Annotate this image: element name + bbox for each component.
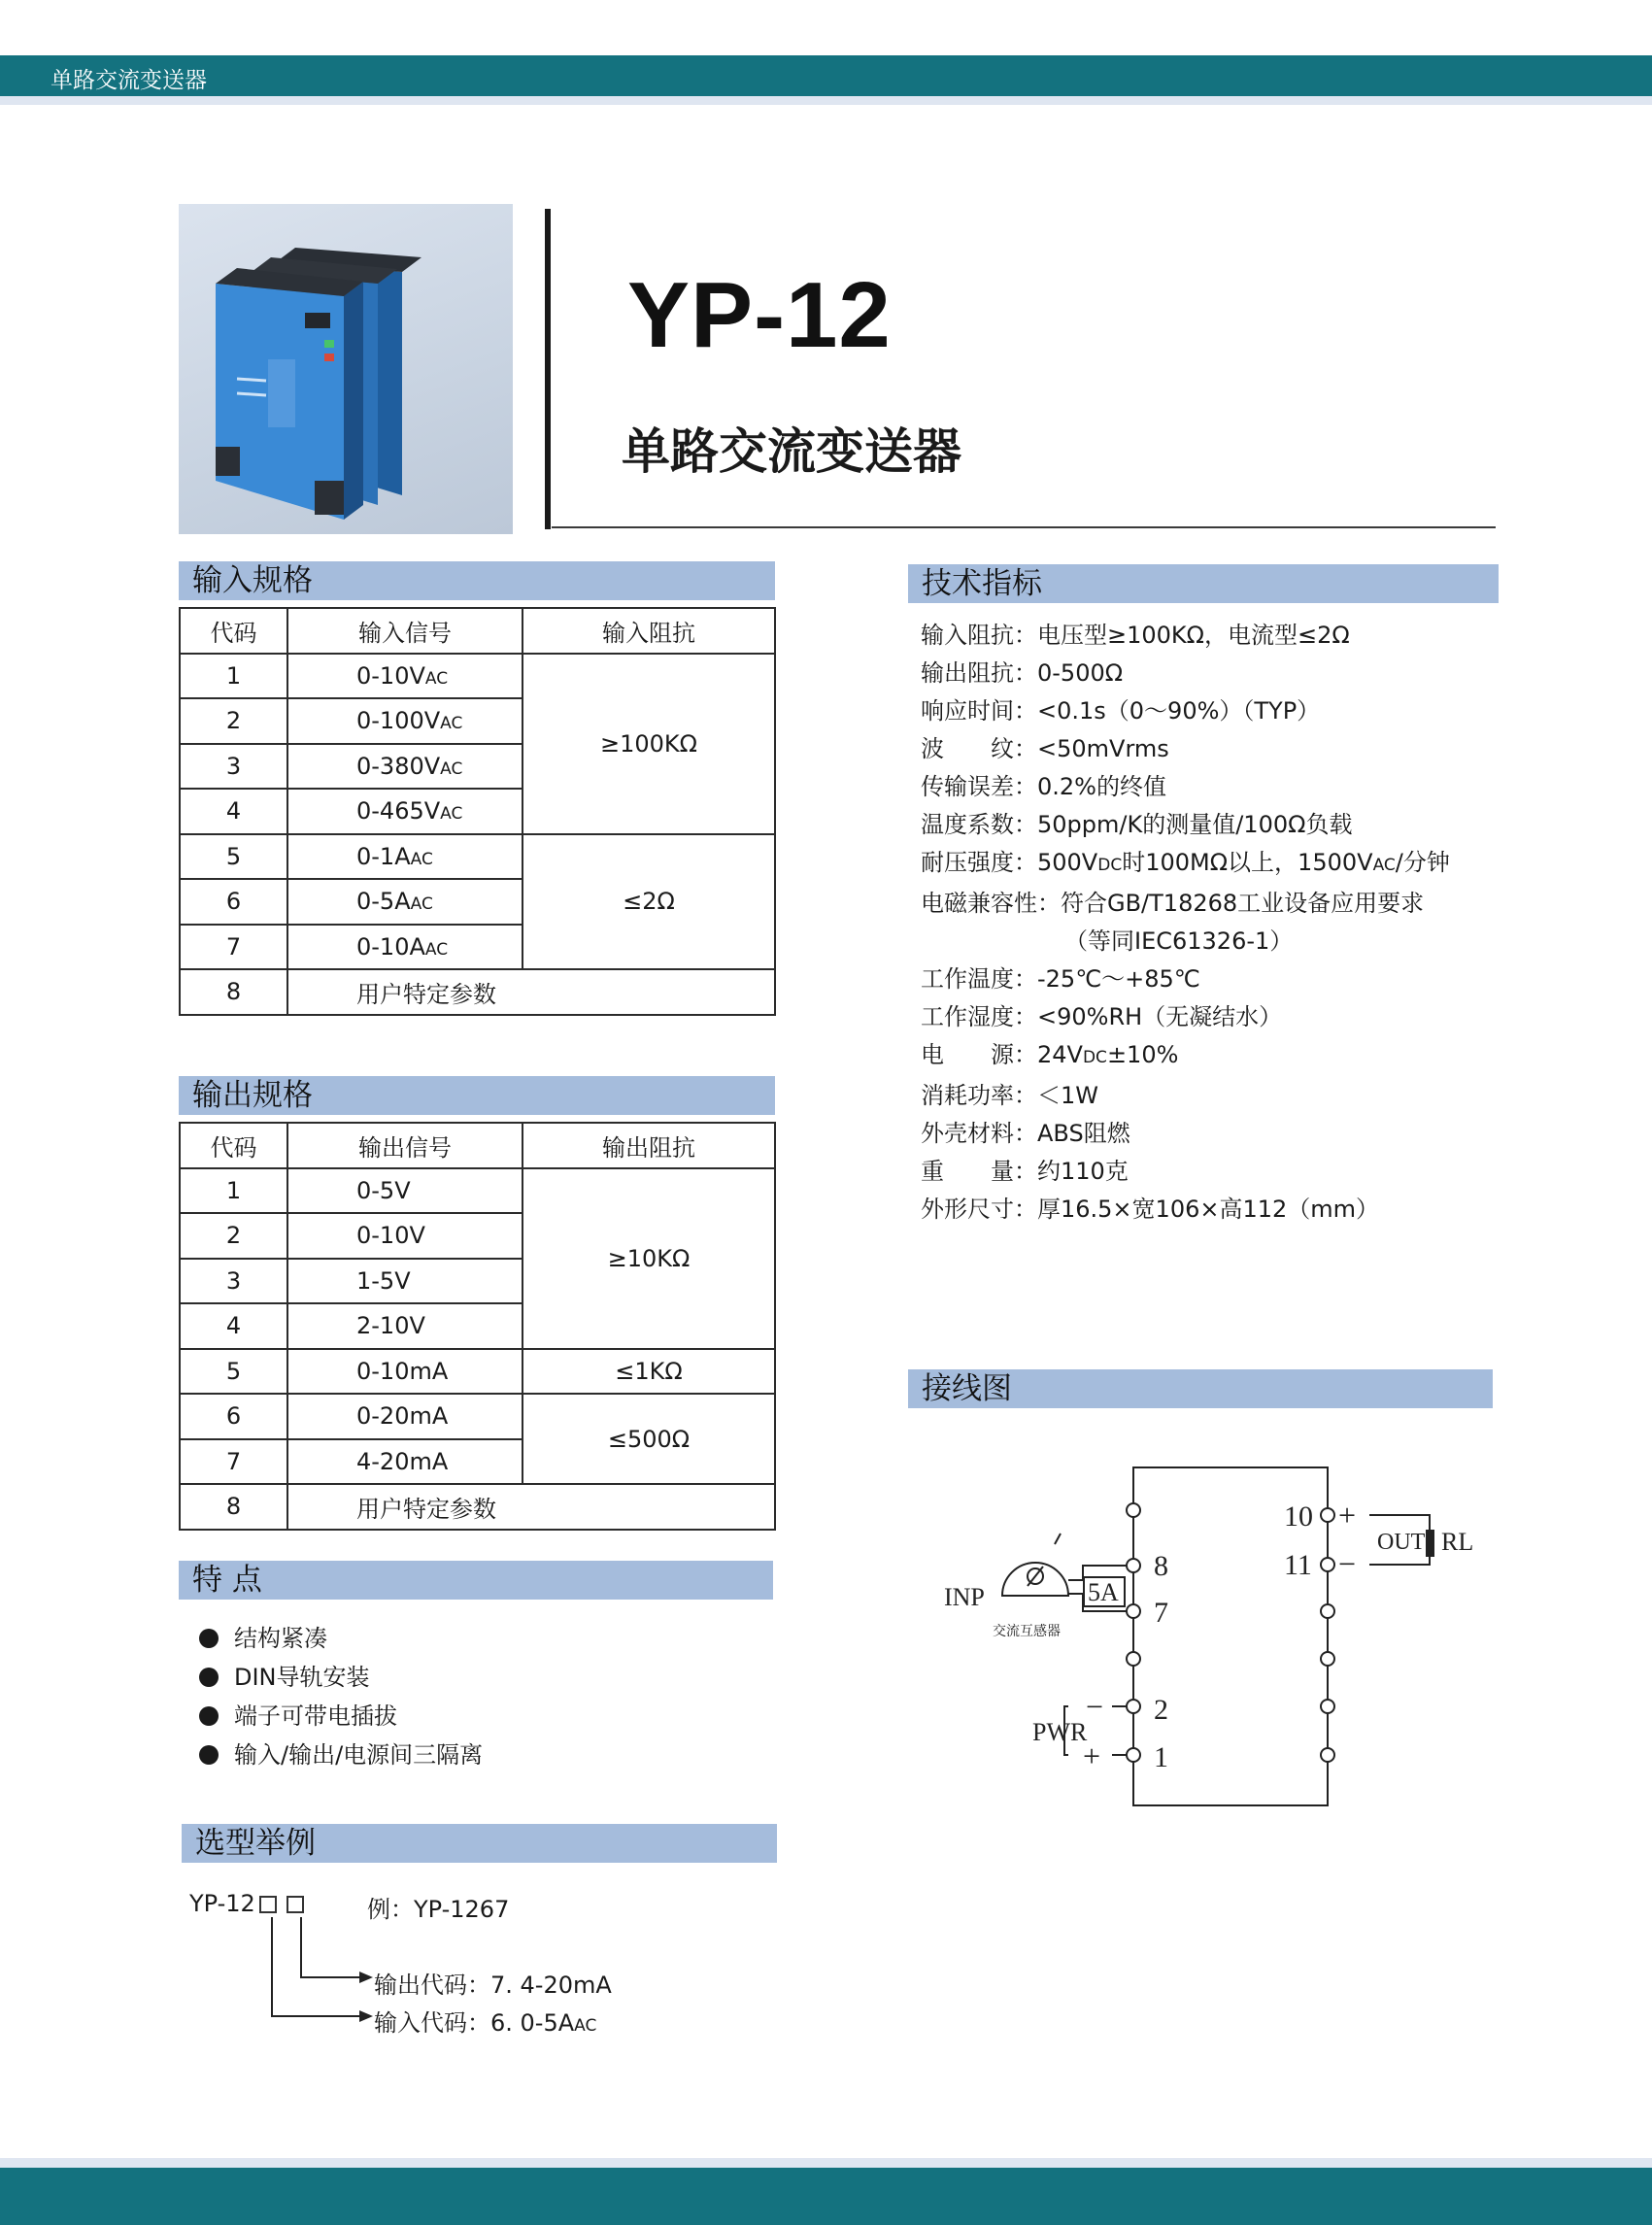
impedance-10ma: ≤1KΩ xyxy=(523,1349,775,1395)
table-row xyxy=(180,834,775,880)
out-minus-sign: − xyxy=(1338,1546,1357,1581)
spec-emc-standard: （等同IEC61326-1） xyxy=(1064,927,1294,955)
spec-accuracy: 传输误差：0.2%的终值 xyxy=(921,773,1166,800)
arrow-output-icon xyxy=(359,1972,373,1983)
spec-response-time: 响应时间：<0.1s（0～90%）（TYP） xyxy=(921,697,1321,725)
range-label: 5A xyxy=(1088,1578,1119,1606)
header-title: 单路交流变送器 xyxy=(51,68,207,93)
feature-text: 结构紧凑 xyxy=(234,1625,327,1652)
row-signal: 0-100VAC xyxy=(287,698,523,744)
row-code: 7 xyxy=(180,1439,287,1485)
row-code: 1 xyxy=(180,1168,287,1214)
list-item xyxy=(199,1619,483,1658)
spec-input-impedance: 输入阻抗：电压型≥100KΩ，电流型≤2Ω xyxy=(921,622,1350,649)
col-signal: 输出信号 xyxy=(287,1123,523,1168)
col-impedance: 输出阻抗 xyxy=(523,1123,775,1168)
row-signal: 用户特定参数 xyxy=(287,1484,775,1530)
spec-ripple: 波 纹：<50mVrms xyxy=(921,735,1169,762)
header-bar xyxy=(0,55,1652,96)
ct-tick xyxy=(1055,1534,1061,1544)
row-signal: 4-20mA xyxy=(287,1439,523,1485)
terminal-1-label: 1 xyxy=(1154,1741,1168,1773)
terminal-7-label: 7 xyxy=(1154,1597,1168,1629)
row-signal: 0-5AAC xyxy=(287,879,523,925)
spec-power-consumption: 消耗功率：＜1W xyxy=(921,1082,1098,1109)
input-spec-heading: 输入规格 xyxy=(179,561,775,600)
header-bar-shadow xyxy=(0,96,1652,105)
code-prefix: YP-12 xyxy=(189,1890,255,1917)
row-signal: 2-10V xyxy=(287,1303,523,1349)
row-signal: 0-10VAC xyxy=(287,654,523,699)
inp-label: INP xyxy=(944,1583,985,1611)
pwr-minus-sign: − xyxy=(1086,1689,1104,1724)
bullet-icon xyxy=(199,1745,219,1765)
table-row xyxy=(180,1484,775,1530)
terminal-10-label: 10 xyxy=(1284,1500,1313,1533)
row-code: 1 xyxy=(180,654,287,699)
terminal-2-label: 2 xyxy=(1154,1694,1168,1726)
ct-caption: 交流互感器 xyxy=(993,1624,1061,1639)
impedance-voltage: ≥10KΩ xyxy=(523,1168,775,1349)
row-code: 2 xyxy=(180,698,287,744)
row-signal: 0-380VAC xyxy=(287,744,523,790)
footer-bar-shadow xyxy=(0,2158,1652,2168)
product-model: YP-12 xyxy=(627,263,892,367)
terminal-11-label: 11 xyxy=(1284,1549,1312,1581)
list-item xyxy=(199,1697,483,1736)
row-code: 3 xyxy=(180,744,287,790)
arrow-input-icon xyxy=(359,2010,373,2022)
features-list xyxy=(199,1619,483,1774)
row-code: 6 xyxy=(180,1394,287,1439)
row-code: 8 xyxy=(180,969,287,1015)
footer-bar xyxy=(0,2168,1652,2225)
row-signal: 用户特定参数 xyxy=(287,969,775,1015)
impedance-current: ≤2Ω xyxy=(523,834,775,970)
col-signal: 输入信号 xyxy=(287,608,523,654)
row-code: 5 xyxy=(180,834,287,880)
transmitter-module-illustration xyxy=(179,204,513,534)
tech-spec-list xyxy=(921,617,1523,1229)
out-plus-sign: + xyxy=(1338,1498,1357,1533)
wiring-diagram xyxy=(932,1452,1496,1821)
spec-output-impedance: 输出阻抗：0-500Ω xyxy=(921,659,1124,687)
col-impedance: 输入阻抗 xyxy=(523,608,775,654)
row-code: 7 xyxy=(180,925,287,970)
row-signal: 0-10AAC xyxy=(287,925,523,970)
pwr-label: PWR xyxy=(1032,1718,1088,1746)
product-name: 单路交流变送器 xyxy=(622,422,961,480)
features-heading: 特 点 xyxy=(179,1561,773,1600)
list-item xyxy=(199,1736,483,1774)
product-photo xyxy=(179,204,513,534)
spec-housing: 外壳材料：ABS阻燃 xyxy=(921,1120,1130,1147)
spec-dimensions: 外形尺寸：厚16.5×宽106×高112（mm） xyxy=(921,1196,1380,1223)
spec-emc: 电磁兼容性：符合GB/T18268工业设备应用要求 xyxy=(921,890,1425,917)
impedance-20ma: ≤500Ω xyxy=(523,1394,775,1484)
impedance-voltage: ≥100KΩ xyxy=(523,654,775,834)
col-code: 代码 xyxy=(180,608,287,654)
pwr-plus-sign: + xyxy=(1083,1738,1101,1773)
selection-code xyxy=(189,1890,304,1917)
row-signal: 0-465VAC xyxy=(287,789,523,834)
table-header-row xyxy=(180,608,775,654)
load-resistor xyxy=(1426,1530,1434,1557)
bullet-icon xyxy=(199,1629,219,1648)
spec-operating-temp: 工作温度：-25℃～+85℃ xyxy=(921,965,1200,993)
feature-text: 端子可带电插拔 xyxy=(234,1702,397,1730)
feature-text: DIN导轨安装 xyxy=(234,1664,370,1691)
table-row xyxy=(180,1394,775,1439)
spec-power-supply: 电 源：24VDC±10% xyxy=(921,1041,1179,1068)
title-horizontal-rule xyxy=(552,526,1496,528)
row-code: 4 xyxy=(180,789,287,834)
module-front xyxy=(216,268,363,520)
table-row xyxy=(180,1349,775,1395)
spec-humidity: 工作湿度：<90%RH（无凝结水） xyxy=(921,1003,1283,1030)
table-row xyxy=(180,654,775,699)
tech-spec-heading: 技术指标 xyxy=(908,564,1499,603)
row-code: 3 xyxy=(180,1259,287,1304)
list-item xyxy=(199,1658,483,1697)
rl-label: RL xyxy=(1441,1528,1474,1556)
row-signal: 0-10mA xyxy=(287,1349,523,1395)
feature-text: 输入/输出/电源间三隔离 xyxy=(234,1741,484,1769)
input-code-box xyxy=(259,1896,277,1913)
table-header-row xyxy=(180,1123,775,1168)
arrow-lines xyxy=(272,1917,359,2016)
spec-isolation-voltage: 耐压强度：500VDC时100MΩ以上，1500VAC/分钟 xyxy=(921,849,1450,876)
wiring-heading: 接线图 xyxy=(908,1369,1493,1408)
table-row xyxy=(180,969,775,1015)
output-code-note: 输出代码：7. 4-20mA xyxy=(374,1972,612,1999)
row-signal: 1-5V xyxy=(287,1259,523,1304)
row-code: 4 xyxy=(180,1303,287,1349)
bullet-icon xyxy=(199,1668,219,1687)
row-code: 8 xyxy=(180,1484,287,1530)
bullet-icon xyxy=(199,1706,219,1726)
table-row xyxy=(180,1168,775,1214)
selection-example: 例：YP-1267 xyxy=(367,1896,510,1923)
output-code-box xyxy=(287,1896,304,1913)
input-spec-table xyxy=(179,607,776,1016)
spec-temp-coefficient: 温度系数：50ppm/K的测量值/100Ω负载 xyxy=(921,811,1353,838)
row-signal: 0-20mA xyxy=(287,1394,523,1439)
row-signal: 0-10V xyxy=(287,1213,523,1259)
selection-heading: 选型举例 xyxy=(182,1824,777,1863)
output-spec-heading: 输出规格 xyxy=(179,1076,775,1115)
title-vertical-rule xyxy=(545,209,551,529)
terminal-8-label: 8 xyxy=(1154,1550,1168,1582)
row-signal: 0-5V xyxy=(287,1168,523,1214)
spec-weight: 重 量：约110克 xyxy=(921,1158,1129,1185)
col-code: 代码 xyxy=(180,1123,287,1168)
row-code: 6 xyxy=(180,879,287,925)
row-signal: 0-1AAC xyxy=(287,834,523,880)
out-label: OUT xyxy=(1377,1530,1426,1555)
row-code: 5 xyxy=(180,1349,287,1395)
selection-arrows xyxy=(253,1915,379,2022)
row-code: 2 xyxy=(180,1213,287,1259)
output-spec-table xyxy=(179,1122,776,1531)
input-code-note: 输入代码：6. 0-5AAC xyxy=(374,2009,597,2037)
